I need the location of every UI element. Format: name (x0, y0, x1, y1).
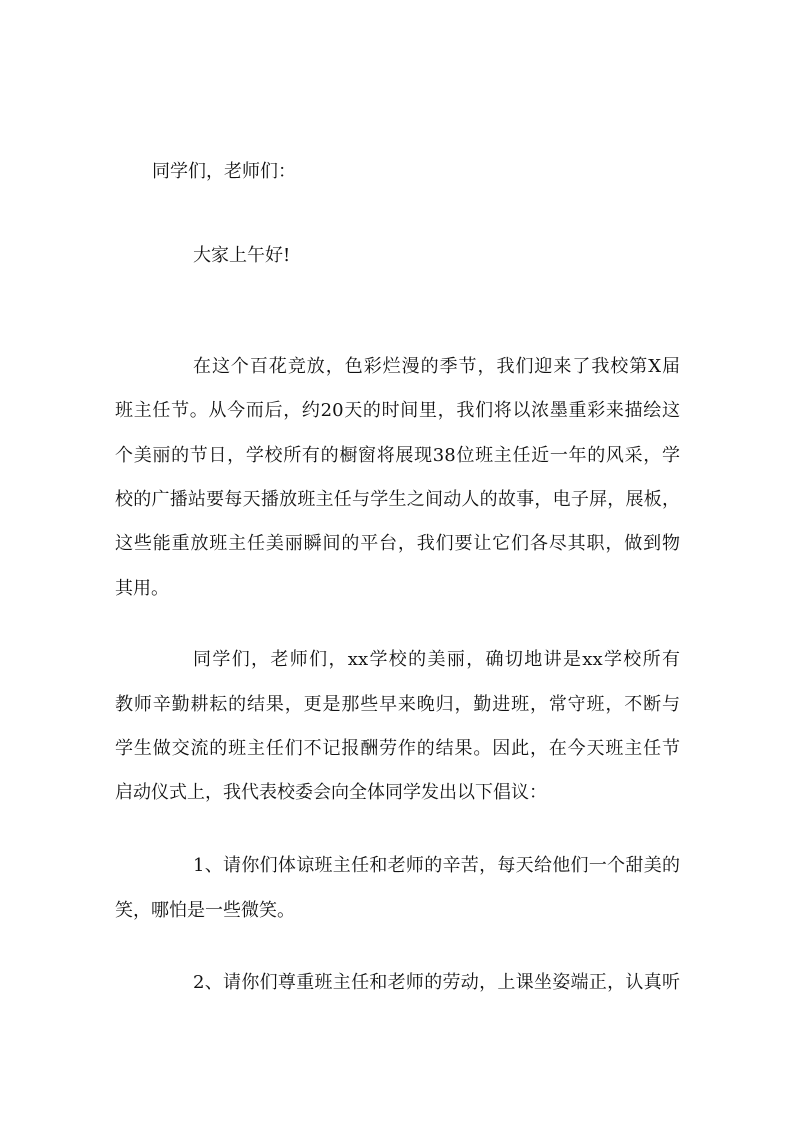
paragraph-line: 个美丽的节日，学校所有的橱窗将展现38位班主任近一年的风采，学 (115, 445, 680, 466)
paragraph-line: 其用。 (115, 578, 169, 599)
paragraph-line: 校的广播站要每天播放班主任与学生之间动人的故事，电子屏，展板， (115, 489, 680, 510)
paragraph-line: 同学们，老师们，xx学校的美丽，确切地讲是xx学校所有 (193, 649, 680, 670)
paragraph-line: 在这个百花竞放，色彩烂漫的季节，我们迎来了我校第X届 (193, 356, 680, 377)
paragraph-line: 教师辛勤耕耘的结果，更是那些早来晚归，勤进班，常守班，不断与 (115, 694, 680, 715)
paragraph-line: 班主任节。从今而后，约20天的时间里，我们将以浓墨重彩来描绘这 (115, 400, 680, 421)
paragraph-line: 2、请你们尊重班主任和老师的劳动，上课坐姿端正，认真听 (193, 972, 680, 993)
paragraph-line: 这些能重放班主任美丽瞬间的平台，我们要让它们各尽其职，做到物 (115, 533, 680, 554)
paragraph-line: 学生做交流的班主任们不记报酬劳作的结果。因此，在今天班主任节 (115, 738, 680, 759)
salutation: 大家上午好! (193, 245, 291, 266)
paragraph-line: 1、请你们体谅班主任和老师的辛苦，每天给他们一个甜美的 (193, 855, 680, 876)
greeting: 同学们，老师们： (152, 161, 296, 182)
paragraph-line: 笑，哪怕是一些微笑。 (115, 900, 295, 921)
paragraph-line: 启动仪式上，我代表校委会向全体同学发出以下倡议： (115, 782, 547, 803)
